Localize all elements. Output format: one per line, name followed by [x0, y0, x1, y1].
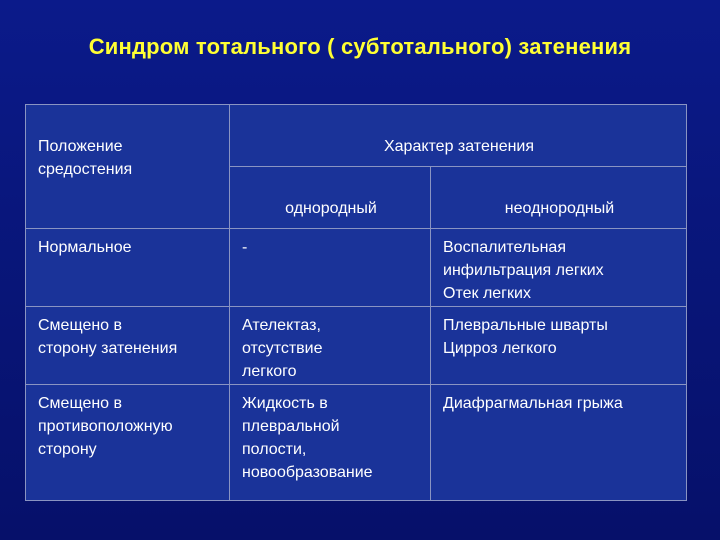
header-character-label: Характер затенения: [383, 138, 535, 155]
row-shifted-toward-heterogeneous: Плевральные шварты Цирроз легкого: [431, 307, 687, 385]
header-position-label: Положение средостения: [38, 138, 133, 178]
header-heterogeneous-cell: [431, 167, 687, 229]
row-normal-heterogeneous: Воспалительная инфильтрация легких Отек легких: [431, 229, 687, 307]
header-character-cell: [230, 105, 687, 167]
row-shifted-opposite-heterogeneous: Диафрагмальная грыжа: [431, 385, 687, 501]
header-heterogeneous-label: неоднородный: [504, 200, 615, 217]
row-normal-position: Нормальное: [26, 229, 230, 307]
header-homogeneous-label: однородный: [285, 200, 377, 217]
row-shifted-opposite-position: Смещено в противоположную сторону: [26, 385, 230, 501]
row-shifted-opposite-homogeneous: Жидкость в плевральной полости, новообразование: [230, 385, 431, 501]
row-shifted-toward-position: Смещено в сторону затенения: [26, 307, 230, 385]
row-shifted-toward-homogeneous: Ателектаз, отсутствие легкого: [230, 307, 431, 385]
table-row: [26, 229, 687, 307]
syndrome-table: [25, 104, 687, 501]
table-row: [26, 307, 687, 385]
row-normal-homogeneous: -: [230, 229, 431, 307]
header-position-cell: [26, 105, 230, 229]
table-row: [26, 385, 687, 501]
slide-title: Синдром тотального ( субтотального) затенения: [88, 34, 632, 59]
header-homogeneous-cell: [230, 167, 431, 229]
